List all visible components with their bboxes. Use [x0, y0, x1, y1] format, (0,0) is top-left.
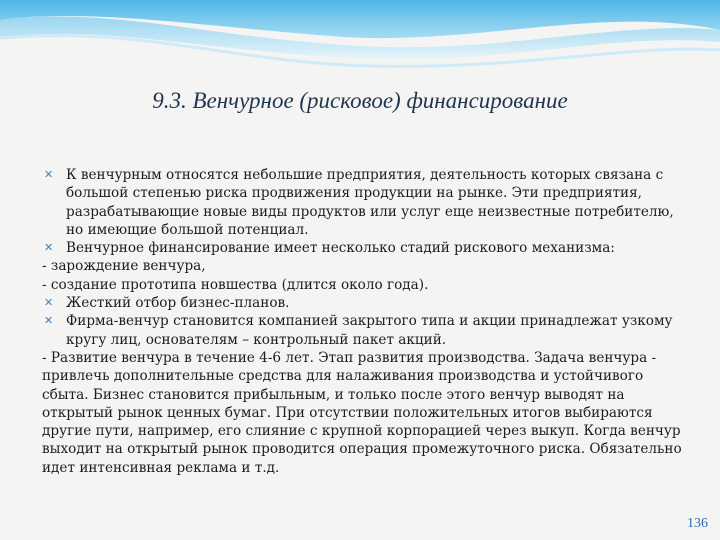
slide-title: 9.3. Венчурное (рисковое) финансирование [152, 88, 568, 113]
page-number: 136 [687, 516, 708, 531]
bullet-item [42, 294, 682, 312]
bullet-item [42, 239, 682, 257]
plain-text-line: - создание прототипа новшества (длится около года). [42, 276, 429, 293]
bullet-item [42, 312, 682, 349]
plain-text-line: - Развитие венчура в течение 4-6 лет. Этап развития производства. Задача венчура - привлечь дополнительные средства для налаживания производства и устойчивого сбыта. Бизнес становится прибыльным, и только после этого венчур выводят на открытый рынок ценных бумаг. При отсутствии положительных итогов выбираются другие пути, например, его слияние с крупной корпорацией через выкуп. Когда венчур выходит на открытый рынок проводится операция промежуточного риска. Обязательно идет интенсивная реклама и т.д. [42, 349, 682, 476]
bullet-item [42, 166, 682, 239]
bullet-item-text: Венчурное финансирование имеет несколько стадий рискового механизма: [66, 240, 615, 257]
cross-bullet-icon: ✕ [44, 296, 54, 310]
cross-bullet-icon: ✕ [44, 241, 54, 255]
cross-bullet-icon: ✕ [44, 168, 54, 181]
plain-text-line: - зарождение венчура, [42, 258, 206, 275]
header-wave-decoration [0, 0, 720, 90]
bullet-item-text: К венчурным относятся небольшие предприятия, деятельность которых связана с большой степенью риска продвижения продукции на рынке. Эти предприятия, разрабатывающие новые виды продуктов или услуг еще неизвестные потребителю, но имеющие большой потенциал. [66, 167, 674, 238]
bullet-item-text: Жесткий отбор бизнес-планов. [66, 295, 290, 312]
cross-bullet-icon: ✕ [44, 314, 54, 328]
slide-content [42, 166, 682, 477]
bullet-item-text: Фирма-венчур становится компанией закрытого типа и акции принадлежат узкому кругу лиц, основателям – контрольный пакет акций. [66, 313, 673, 348]
